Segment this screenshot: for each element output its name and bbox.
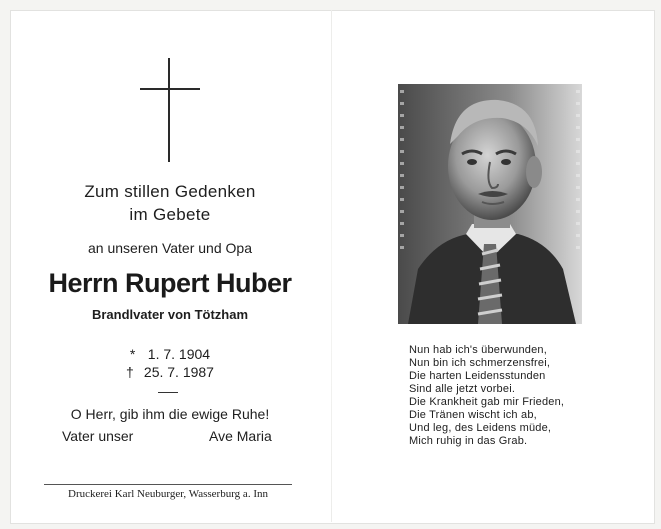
birth-date: 1. 7. 1904 xyxy=(147,346,211,362)
poem-block xyxy=(409,344,564,448)
deceased-subtitle: Brandlvater von Tötzham xyxy=(91,307,249,322)
heading-line-1: Zum stillen Gedenken xyxy=(84,182,256,201)
poem-line: Mich ruhig in das Grab. xyxy=(409,435,528,447)
card-fold xyxy=(331,10,332,522)
printer-credit: Druckerei Karl Neuburger, Wasserburg a. Inn xyxy=(68,488,268,500)
poem-line: Die harten Leidensstunden xyxy=(409,370,546,382)
deceased-name: Herrn Rupert Huber xyxy=(48,268,292,298)
prayer-left: Vater unser xyxy=(62,428,134,444)
relation-text: an unseren Vater und Opa xyxy=(88,240,252,256)
separator-dash xyxy=(158,392,178,393)
poem-line: Nun bin ich schmerzensfrei, xyxy=(409,357,551,369)
footer-rule xyxy=(44,484,292,485)
portrait-photo-icon xyxy=(398,84,582,324)
death-date-line xyxy=(20,364,320,380)
poem-line: Die Krankheit gab mir Frieden, xyxy=(409,396,565,408)
poem-line: Sind alle jetzt vorbei. xyxy=(409,383,516,395)
poem-line: Die Tränen wischt ich ab, xyxy=(409,409,537,421)
birth-symbol: * xyxy=(129,346,136,362)
death-symbol: † xyxy=(126,364,134,380)
death-date: 25. 7. 1987 xyxy=(143,364,214,380)
heading-line-2: im Gebete xyxy=(129,205,211,224)
latin-cross-icon xyxy=(140,58,200,162)
birth-date-line xyxy=(20,346,320,362)
prayer-right: Ave Maria xyxy=(209,428,272,444)
poem-line: Nun hab ich's überwunden, xyxy=(409,344,547,356)
poem-line: Und leg, des Leidens müde, xyxy=(409,422,552,434)
prayer-line: O Herr, gib ihm die ewige Ruhe! xyxy=(70,406,270,422)
